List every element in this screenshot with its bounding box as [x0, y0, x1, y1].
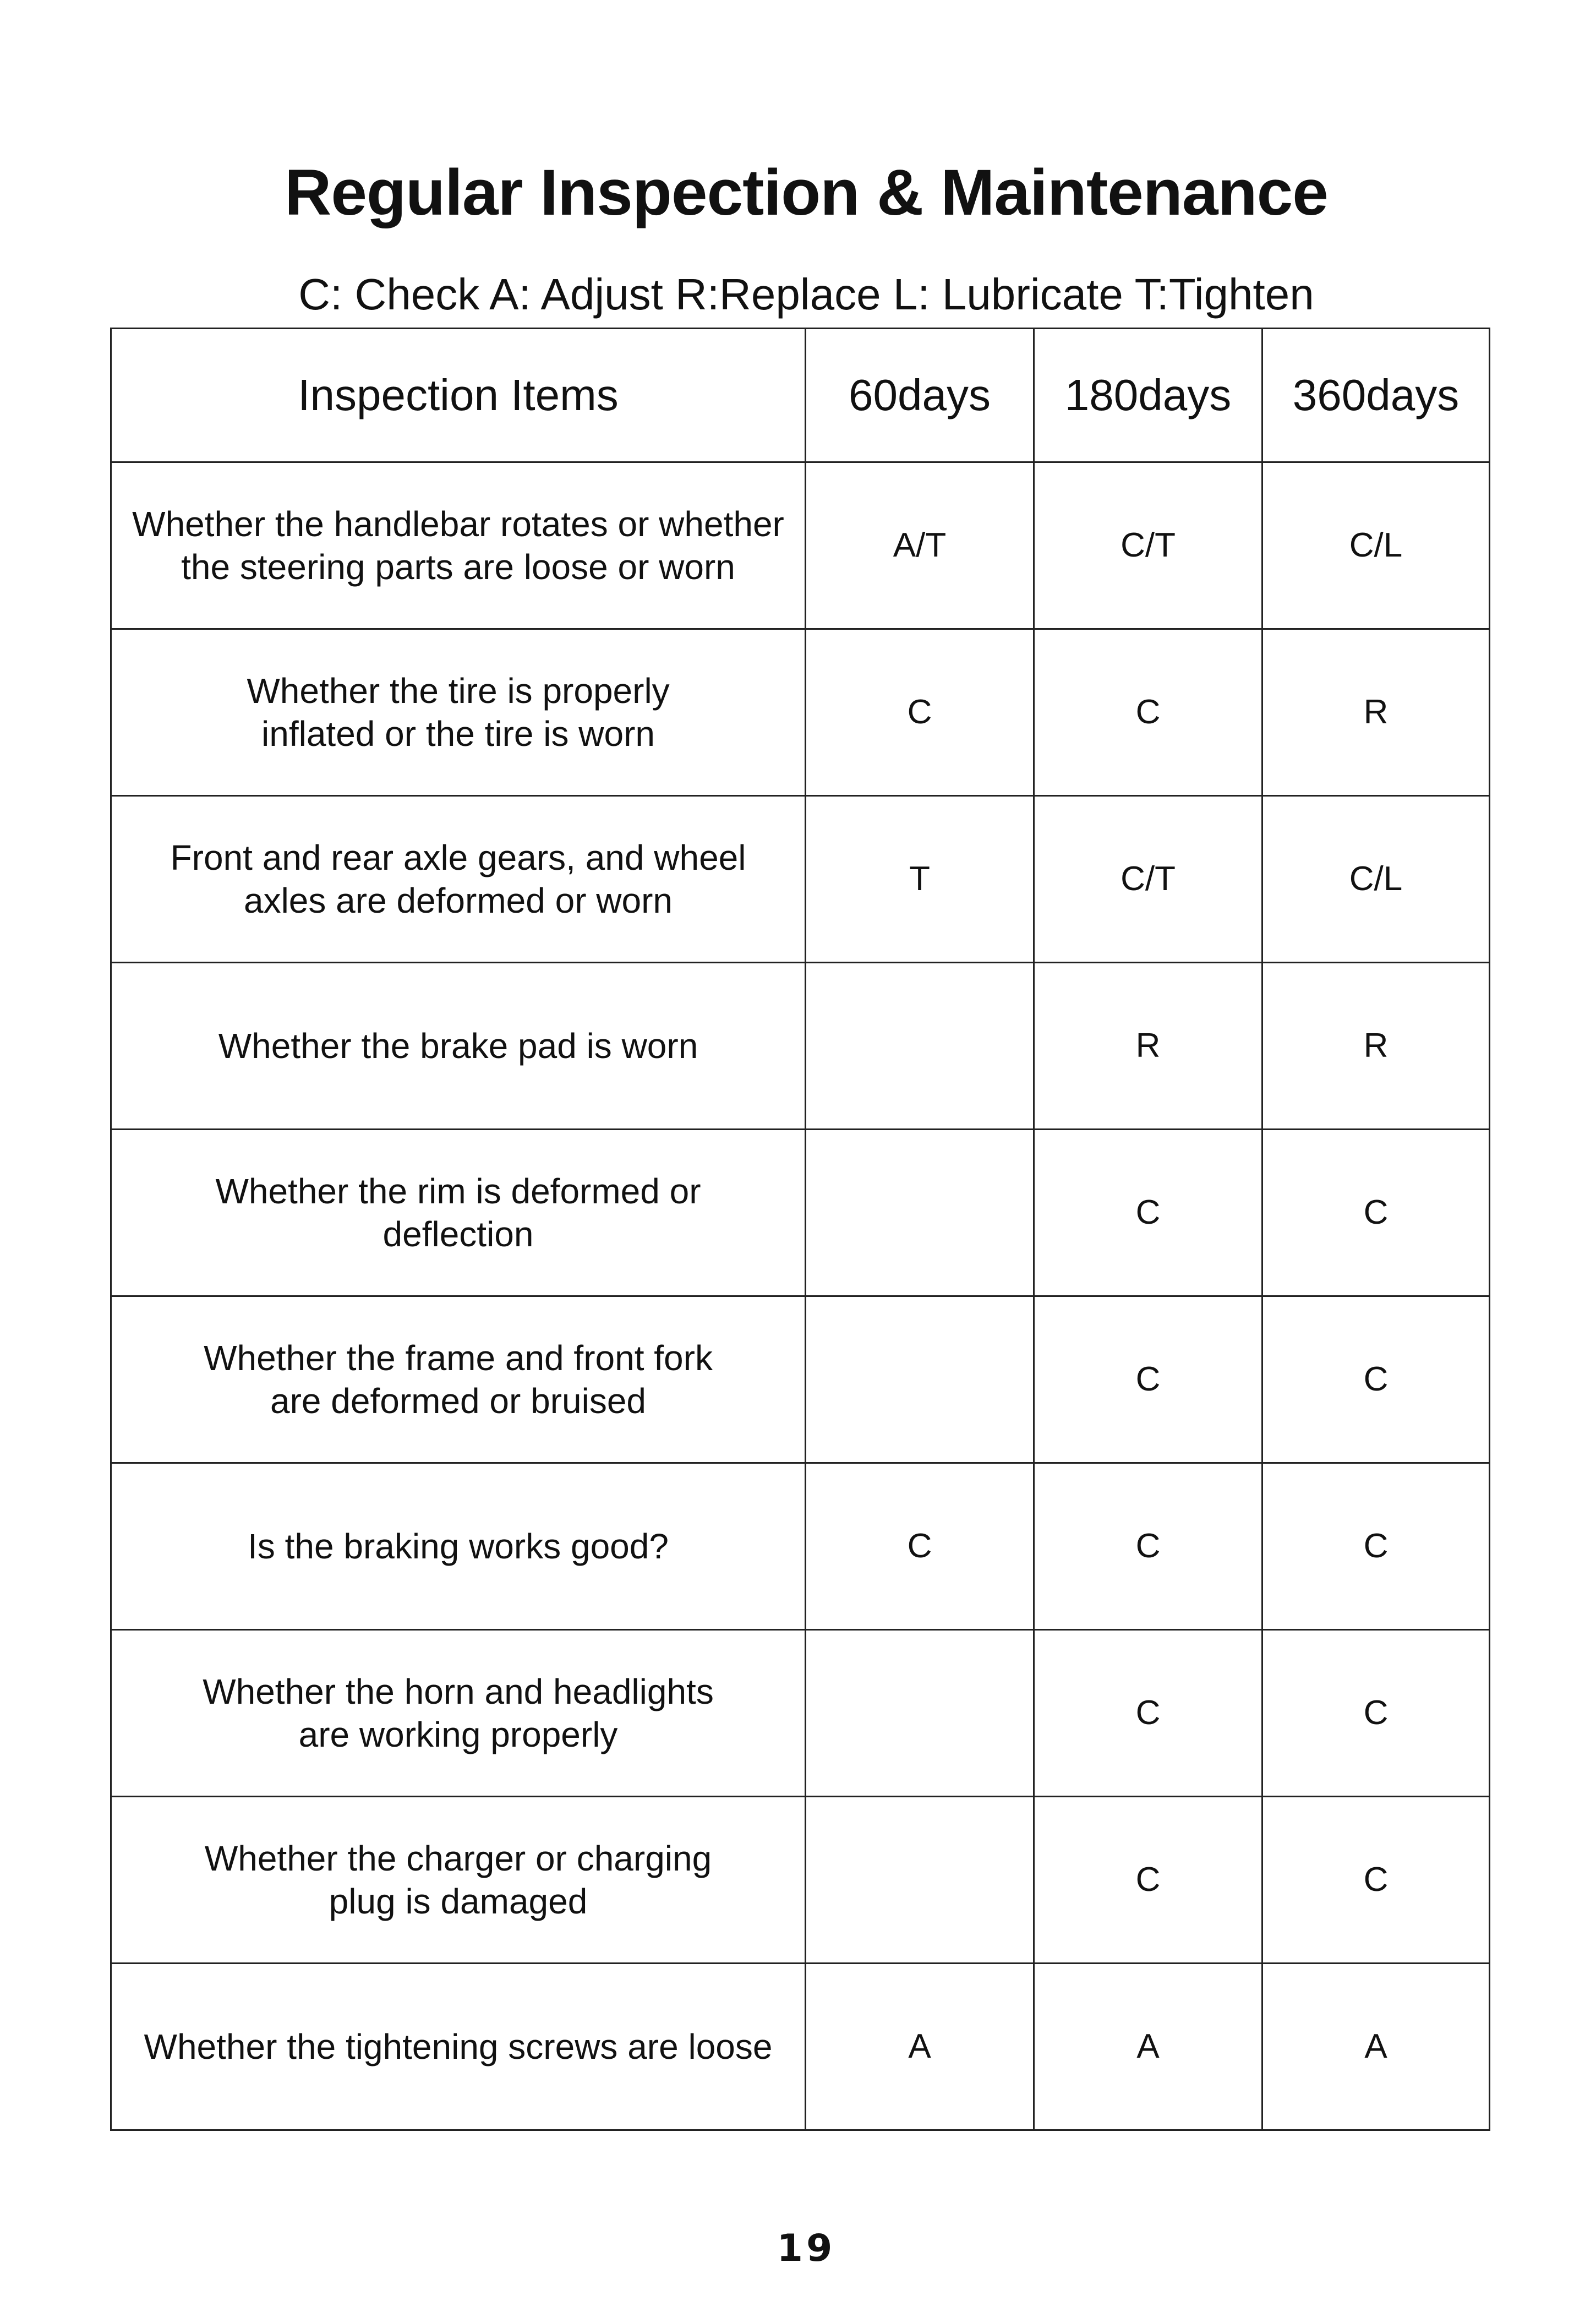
- table-header-row: [111, 329, 1490, 462]
- cell-180days: R: [1034, 963, 1262, 1130]
- item-line: Front and rear axle gears, and wheel: [170, 838, 746, 877]
- inspection-item-cell: [111, 796, 806, 963]
- cell-180days: A: [1034, 1964, 1262, 2130]
- item-line: Whether the frame and front fork: [204, 1338, 713, 1378]
- table-row: [111, 1797, 1490, 1964]
- item-line: Whether the horn and headlights: [203, 1672, 714, 1711]
- cell-360days: R: [1262, 629, 1490, 796]
- table-row: [111, 963, 1490, 1130]
- inspection-item-cell: [111, 1964, 806, 2130]
- cell-180days: C: [1034, 1130, 1262, 1296]
- cell-180days: C: [1034, 1296, 1262, 1463]
- item-line: deflection: [382, 1214, 534, 1254]
- table-row: [111, 1130, 1490, 1296]
- cell-60days: [806, 1797, 1034, 1964]
- header-inspection-items: Inspection Items: [111, 329, 806, 462]
- cell-60days: [806, 1630, 1034, 1797]
- item-line: Whether the charger or charging: [204, 1839, 712, 1878]
- cell-360days: C: [1262, 1630, 1490, 1797]
- item-line: Whether the tire is properly: [247, 671, 670, 711]
- cell-360days: C: [1262, 1296, 1490, 1463]
- item-line: Is the braking works good?: [248, 1526, 669, 1566]
- table-row: [111, 1630, 1490, 1797]
- cell-360days: C: [1262, 1130, 1490, 1296]
- inspection-item-cell: [111, 1463, 806, 1630]
- cell-360days: C: [1262, 1797, 1490, 1964]
- cell-60days: A/T: [806, 462, 1034, 629]
- item-line: Whether the handlebar rotates or whether: [132, 504, 784, 544]
- header-360days: 360days: [1262, 329, 1490, 462]
- cell-360days: C: [1262, 1463, 1490, 1630]
- inspection-item-cell: [111, 1130, 806, 1296]
- inspection-item-cell: [111, 963, 806, 1130]
- page-title: Regular Inspection & Maintenance: [285, 156, 1328, 229]
- item-line: are deformed or bruised: [270, 1381, 647, 1421]
- item-line: inflated or the tire is worn: [261, 714, 655, 754]
- inspection-item-cell: [111, 1630, 806, 1797]
- cell-60days: C: [806, 629, 1034, 796]
- cell-60days: [806, 1130, 1034, 1296]
- cell-180days: C/T: [1034, 796, 1262, 963]
- inspection-item-cell: [111, 1797, 806, 1964]
- table-row: [111, 1463, 1490, 1630]
- item-line: plug is damaged: [329, 1882, 588, 1921]
- header-60days: 60days: [806, 329, 1034, 462]
- inspection-item-cell: [111, 629, 806, 796]
- table-row: [111, 796, 1490, 963]
- cell-60days: [806, 963, 1034, 1130]
- page-number: 19: [777, 2227, 836, 2270]
- cell-180days: C: [1034, 1463, 1262, 1630]
- inspection-item-cell: [111, 462, 806, 629]
- table-row: [111, 629, 1490, 796]
- inspection-item-cell: [111, 1296, 806, 1463]
- cell-360days: R: [1262, 963, 1490, 1130]
- cell-360days: C/L: [1262, 462, 1490, 629]
- table-row: [111, 1296, 1490, 1463]
- cell-180days: C/T: [1034, 462, 1262, 629]
- cell-60days: [806, 1296, 1034, 1463]
- item-line: Whether the tightening screws are loose: [144, 2027, 773, 2066]
- inspection-table: [110, 328, 1490, 2131]
- cell-180days: C: [1034, 1797, 1262, 1964]
- item-line: the steering parts are loose or worn: [181, 547, 735, 587]
- table-row: [111, 462, 1490, 629]
- cell-360days: A: [1262, 1964, 1490, 2130]
- table-row: [111, 1964, 1490, 2130]
- cell-60days: C: [806, 1463, 1034, 1630]
- cell-180days: C: [1034, 1630, 1262, 1797]
- header-180days: 180days: [1034, 329, 1262, 462]
- cell-360days: C/L: [1262, 796, 1490, 963]
- cell-180days: C: [1034, 629, 1262, 796]
- cell-60days: A: [806, 1964, 1034, 2130]
- item-line: axles are deformed or worn: [243, 881, 673, 920]
- item-line: Whether the brake pad is worn: [218, 1026, 698, 1066]
- item-line: are working properly: [298, 1715, 618, 1754]
- item-line: Whether the rim is deformed or: [215, 1171, 701, 1211]
- legend-text: C: Check A: Adjust R:Replace L: Lubricate T:Tighten: [298, 270, 1314, 319]
- cell-60days: T: [806, 796, 1034, 963]
